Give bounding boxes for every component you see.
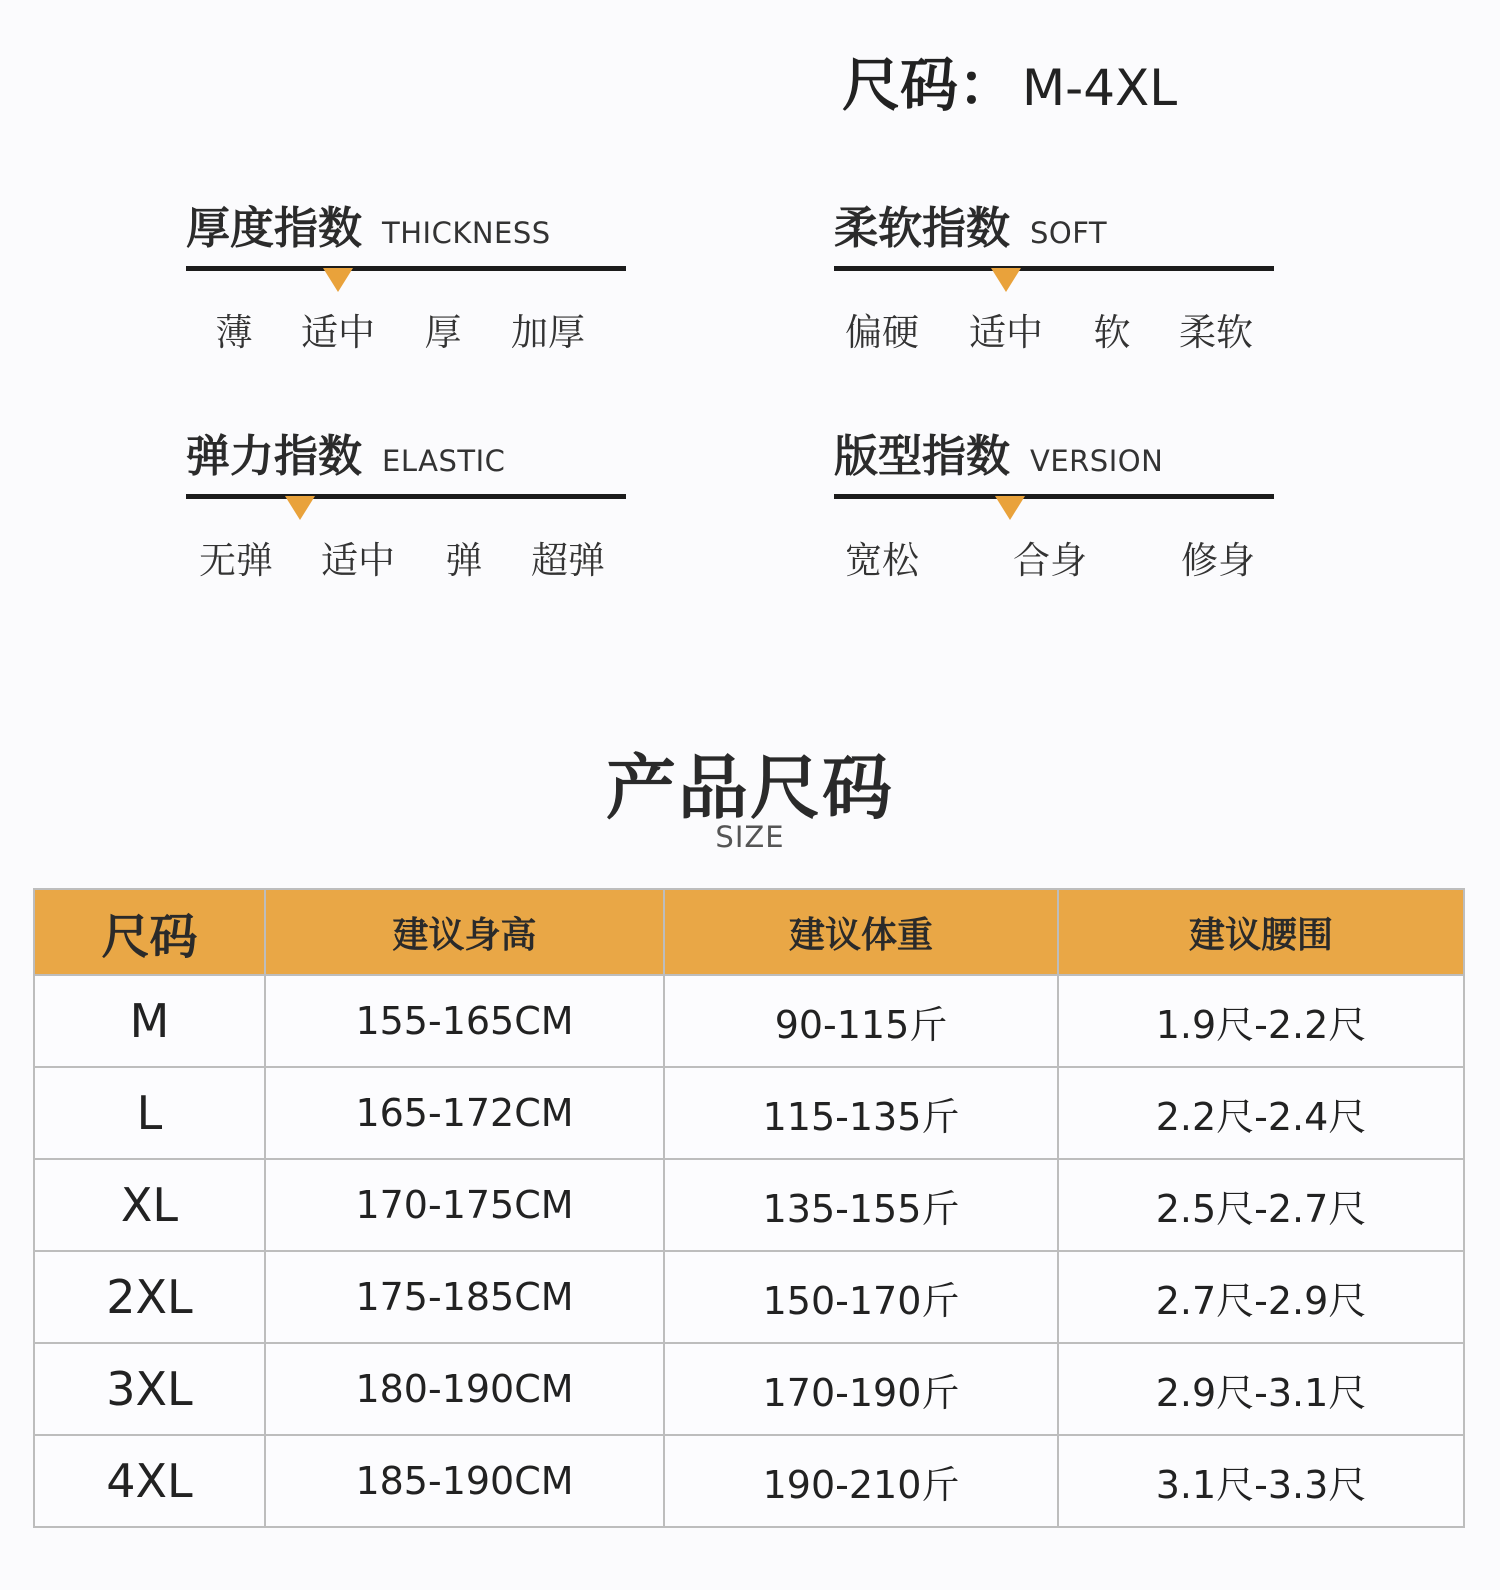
elastic-marker-icon — [285, 496, 315, 520]
soft-scale-track — [834, 266, 1274, 271]
size-cell: 3XL — [34, 1343, 265, 1435]
size-cell: M — [34, 975, 265, 1067]
size-range — [842, 38, 1177, 118]
version-option: 修身 — [1181, 539, 1255, 582]
table-row — [34, 1435, 1464, 1527]
thickness-index — [186, 192, 626, 362]
version-index-title: 版型指数 — [834, 431, 1010, 482]
soft-option: 适中 — [969, 311, 1043, 354]
elastic-option: 无弹 — [199, 539, 273, 582]
header-size: 尺码 — [34, 889, 265, 975]
thickness-index-title: 厚度指数 — [186, 203, 362, 254]
soft-index-title: 柔软指数 — [834, 203, 1010, 254]
section-subtitle: SIZE — [715, 820, 785, 854]
elastic-option: 弹 — [445, 539, 483, 582]
soft-option: 偏硬 — [845, 311, 919, 354]
size-cell: XL — [34, 1159, 265, 1251]
header-weight: 建议体重 — [664, 889, 1058, 975]
size-range-value: M-4XL — [1022, 59, 1178, 117]
elastic-index-title: 弹力指数 — [186, 431, 362, 482]
height-cell: 175-185CM — [265, 1251, 664, 1343]
weight-cell: 115-135斤 — [664, 1067, 1058, 1159]
version-scale-track — [834, 494, 1274, 499]
soft-marker-icon — [991, 268, 1021, 292]
waist-cell: 3.1尺-3.3尺 — [1058, 1435, 1464, 1527]
size-cell: 2XL — [34, 1251, 265, 1343]
thickness-marker-icon — [323, 268, 353, 292]
elastic-index-heading — [186, 420, 505, 484]
elastic-option: 超弹 — [531, 539, 605, 582]
elastic-scale-track — [186, 494, 626, 499]
version-marker-icon — [995, 496, 1025, 520]
thickness-option: 厚 — [424, 311, 462, 354]
size-cell: L — [34, 1067, 265, 1159]
height-cell: 155-165CM — [265, 975, 664, 1067]
waist-cell: 2.7尺-2.9尺 — [1058, 1251, 1464, 1343]
height-cell: 180-190CM — [265, 1343, 664, 1435]
header-height: 建议身高 — [265, 889, 664, 975]
height-cell: 170-175CM — [265, 1159, 664, 1251]
thickness-option: 加厚 — [511, 311, 585, 354]
waist-cell: 1.9尺-2.2尺 — [1058, 975, 1464, 1067]
height-cell: 165-172CM — [265, 1067, 664, 1159]
thickness-option: 薄 — [215, 311, 253, 354]
soft-index-heading — [834, 192, 1107, 256]
soft-option: 柔软 — [1179, 311, 1253, 354]
waist-cell: 2.5尺-2.7尺 — [1058, 1159, 1464, 1251]
weight-cell: 135-155斤 — [664, 1159, 1058, 1251]
thickness-index-subtitle: THICKNESS — [382, 216, 551, 250]
version-option: 合身 — [1013, 539, 1087, 582]
version-index — [834, 420, 1274, 590]
soft-option: 软 — [1093, 311, 1131, 354]
weight-cell: 170-190斤 — [664, 1343, 1058, 1435]
version-index-subtitle: VERSION — [1030, 444, 1164, 478]
weight-cell: 190-210斤 — [664, 1435, 1058, 1527]
header-waist: 建议腰围 — [1058, 889, 1464, 975]
version-option: 宽松 — [845, 539, 919, 582]
elastic-option: 适中 — [321, 539, 395, 582]
elastic-index-subtitle: ELASTIC — [382, 444, 506, 478]
height-cell: 185-190CM — [265, 1435, 664, 1527]
soft-index-subtitle: SOFT — [1030, 216, 1108, 250]
section-title: 产品尺码 — [606, 747, 894, 829]
size-cell: 4XL — [34, 1435, 265, 1527]
table-row — [34, 1251, 1464, 1343]
thickness-option: 适中 — [301, 311, 375, 354]
table-header-row — [34, 889, 1464, 975]
table-row — [34, 1067, 1464, 1159]
thickness-index-heading — [186, 192, 551, 256]
version-index-heading — [834, 420, 1163, 484]
waist-cell: 2.2尺-2.4尺 — [1058, 1067, 1464, 1159]
elastic-index — [186, 420, 626, 590]
table-row — [34, 975, 1464, 1067]
soft-index — [834, 192, 1274, 362]
size-chart-table — [33, 888, 1465, 1528]
thickness-scale-track — [186, 266, 626, 271]
weight-cell: 90-115斤 — [664, 975, 1058, 1067]
table-row — [34, 1343, 1464, 1435]
table-row — [34, 1159, 1464, 1251]
waist-cell: 2.9尺-3.1尺 — [1058, 1343, 1464, 1435]
size-range-label: 尺码： — [842, 51, 1017, 119]
weight-cell: 150-170斤 — [664, 1251, 1058, 1343]
